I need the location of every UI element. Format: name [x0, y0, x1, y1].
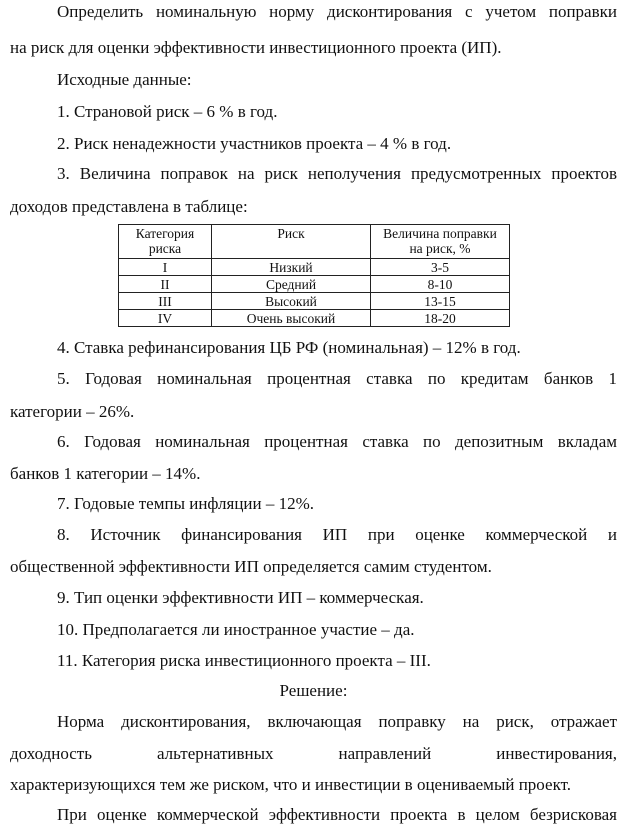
table-row	[119, 310, 510, 327]
table-header-cell: Категория риска	[119, 225, 212, 259]
table-cell: II	[119, 276, 212, 293]
last-line: При оценке коммерческой эффективности проекта в целом безрисковая	[57, 805, 617, 824]
item-7: 7. Годовые темпы инфляции – 12%.	[57, 494, 315, 513]
solution-line-1: Норма дисконтирования, включающая поправку на риск, отражает	[57, 712, 617, 731]
item-5-line-2: категории – 26%.	[10, 402, 135, 421]
item-4: 4. Ставка рефинансирования ЦБ РФ (номинальная) – 12% в год.	[57, 338, 521, 357]
table-row	[119, 259, 510, 276]
item-8-line-2: общественной эффективности ИП определяется самим студентом.	[10, 557, 492, 576]
item-8-line-1: 8. Источник финансирования ИП при оценке коммерческой и	[57, 525, 617, 544]
solution-line-2: доходность альтернативных направлений инвестирования,	[10, 744, 617, 763]
item-1: 1. Страновой риск – 6 % в год.	[57, 102, 278, 121]
item-6-line-2: банков 1 категории – 14%.	[10, 464, 201, 483]
intro-line-1: Определить номинальную норму дисконтирования с учетом поправки	[57, 2, 617, 21]
table-cell: 8-10	[371, 276, 510, 293]
item-5-line-1: 5. Годовая номинальная процентная ставка по кредитам банков 1	[57, 369, 617, 388]
item-11: 11. Категория риска инвестиционного проекта – III.	[57, 651, 431, 670]
risk-table	[118, 224, 510, 327]
solution-line-3: характеризующихся тем же риском, что и инвестиции в оцениваемый проект.	[10, 775, 571, 794]
table-cell: 3-5	[371, 259, 510, 276]
table-cell: IV	[119, 310, 212, 327]
item-3-line-2: доходов представлена в таблице:	[10, 197, 248, 216]
table-row	[119, 276, 510, 293]
table-row	[119, 293, 510, 310]
table-header-row	[119, 225, 510, 259]
table-header-cell: Риск	[212, 225, 371, 259]
table-cell: Средний	[212, 276, 371, 293]
table-cell: 18-20	[371, 310, 510, 327]
table-cell: Низкий	[212, 259, 371, 276]
item-2: 2. Риск ненадежности участников проекта – 4 % в год.	[57, 134, 452, 153]
table-cell: 13-15	[371, 293, 510, 310]
table-cell: Высокий	[212, 293, 371, 310]
item-9: 9. Тип оценки эффективности ИП – коммерческая.	[57, 588, 424, 607]
item-3-line-1: 3. Величина поправок на риск неполучения предусмотренных проектов	[57, 164, 617, 183]
table-cell: III	[119, 293, 212, 310]
initial-data-heading: Исходные данные:	[57, 70, 192, 89]
table-header-cell: Величина поправки на риск, %	[371, 225, 510, 259]
solution-heading: Решение:	[279, 681, 348, 700]
intro-line-2: на риск для оценки эффективности инвестиционного проекта (ИП).	[10, 38, 502, 57]
table-cell: I	[119, 259, 212, 276]
item-10: 10. Предполагается ли иностранное участие – да.	[57, 620, 415, 639]
table-cell: Очень высокий	[212, 310, 371, 327]
item-6-line-1: 6. Годовая номинальная процентная ставка по депозитным вкладам	[57, 432, 617, 451]
